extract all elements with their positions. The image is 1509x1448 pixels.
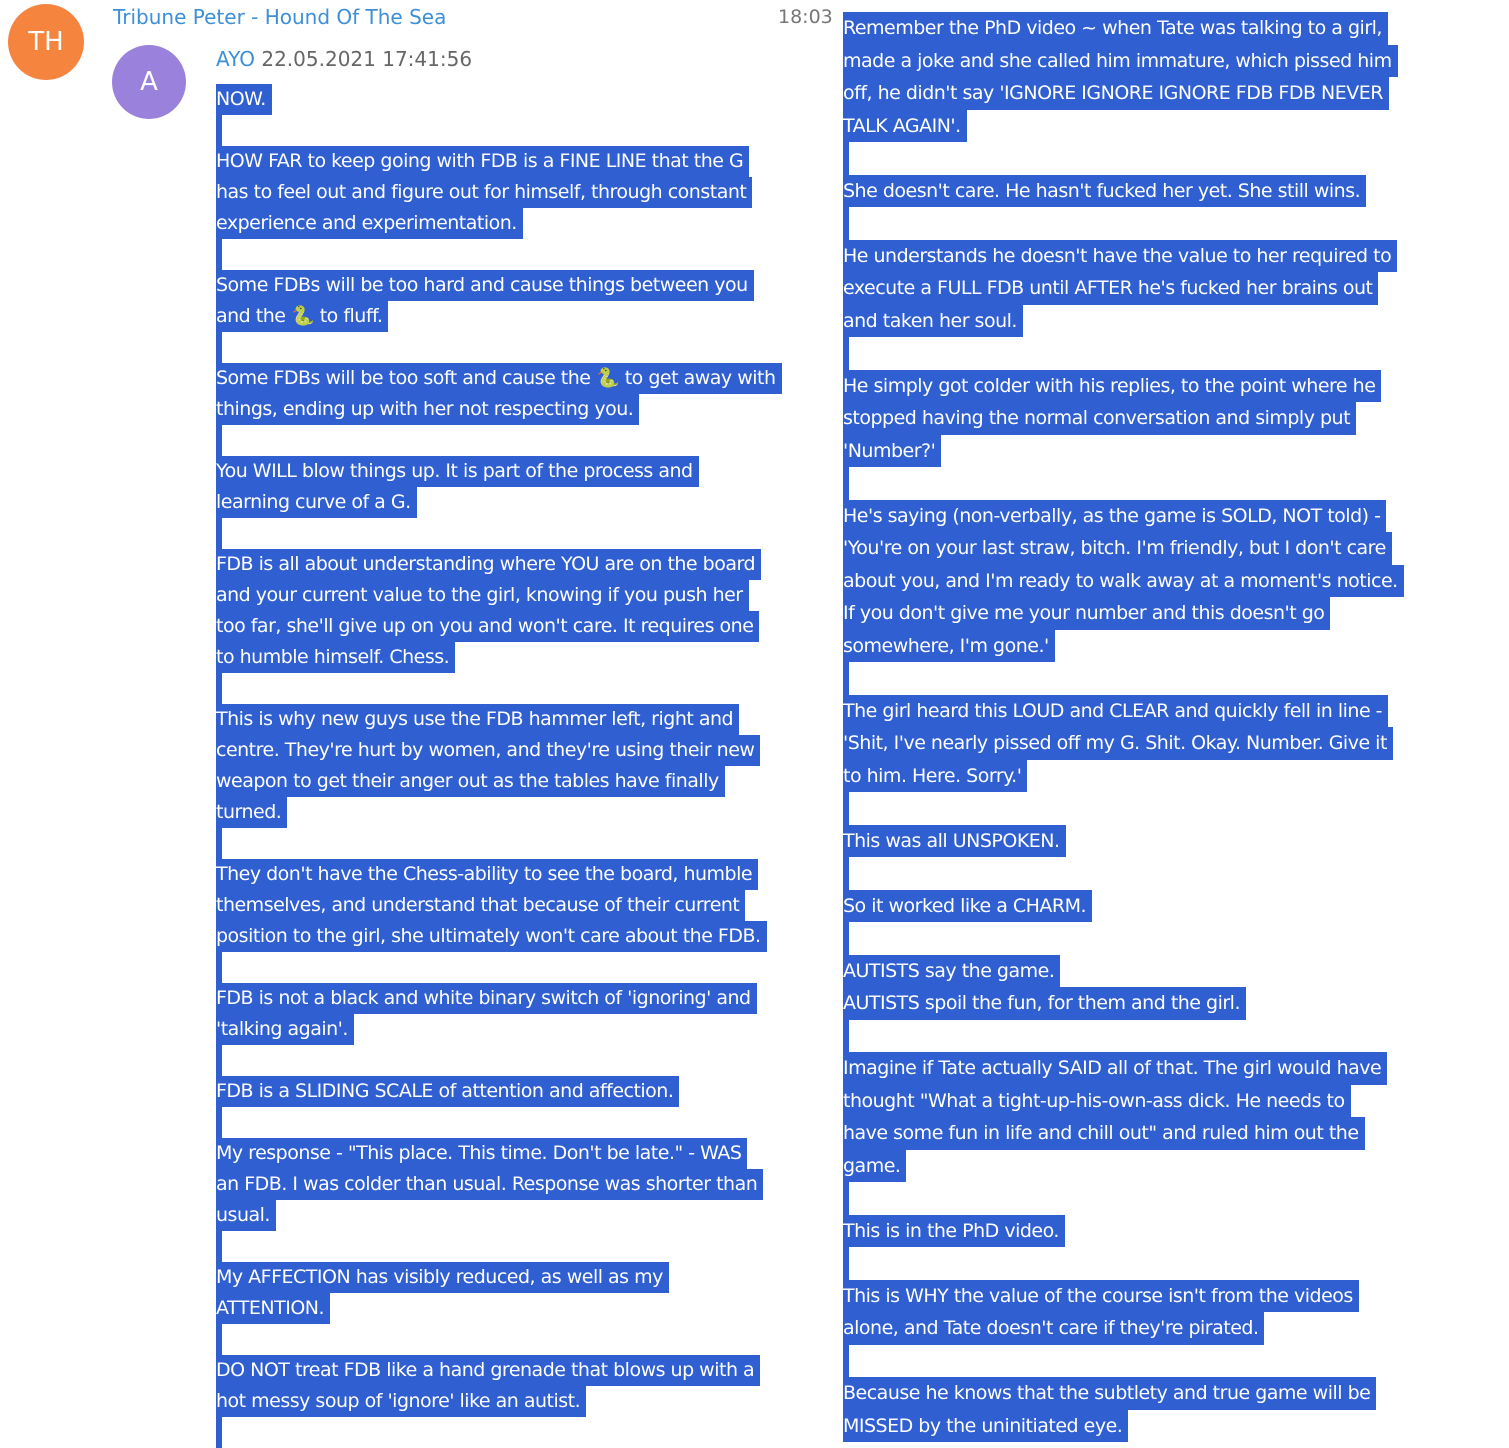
message-text-right-column[interactable] xyxy=(843,12,1404,1442)
message-line: too far, she'll give up on you and won't care. It requires one xyxy=(216,611,759,642)
message-line: to humble himself. Chess. xyxy=(216,642,455,673)
message-line: Some FDBs will be too hard and cause things between you xyxy=(216,270,754,301)
message-line: She doesn't care. He hasn't fucked her yet. She still wins. xyxy=(843,175,1366,208)
message-line: FDB is not a black and white binary switch of 'ignoring' and xyxy=(216,983,757,1014)
blank-line xyxy=(216,673,222,704)
message-time: 18:03 xyxy=(778,6,833,28)
blank-line xyxy=(843,207,849,240)
sender-avatar[interactable]: A xyxy=(112,45,186,119)
message-line: You WILL blow things up. It is part of the process and xyxy=(216,456,699,487)
message-line: My response - "This place. This time. Don't be late." - WAS xyxy=(216,1138,747,1169)
message-line: made a joke and she called him immature, which pissed him xyxy=(843,45,1398,78)
message-line: This is why new guys use the FDB hammer left, right and xyxy=(216,704,739,735)
message-line: HOW FAR to keep going with FDB is a FINE LINE that the G xyxy=(216,146,749,177)
message-line: turned. xyxy=(216,797,287,828)
message-line: has to feel out and figure out for himself, through constant xyxy=(216,177,752,208)
blank-line xyxy=(843,1182,849,1215)
message-line: Remember the PhD video ~ when Tate was talking to a girl, xyxy=(843,12,1388,45)
message-line: So it worked like a CHARM. xyxy=(843,890,1092,923)
message-line: This was all UNSPOKEN. xyxy=(843,825,1066,858)
blank-line xyxy=(216,952,222,983)
message-line: TALK AGAIN'. xyxy=(843,110,967,143)
blank-line xyxy=(843,922,849,955)
message-line: to him. Here. Sorry.' xyxy=(843,760,1027,793)
message-line: game. xyxy=(843,1150,906,1183)
message-line: ATTENTION. xyxy=(216,1293,330,1324)
message-line: and the 🐍 to fluff. xyxy=(216,301,388,332)
message-line: NOW. xyxy=(216,84,272,115)
message-line: 'Shit, I've nearly pissed off my G. Shit. Okay. Number. Give it xyxy=(843,727,1393,760)
message-datetime: 22.05.2021 17:41:56 xyxy=(261,47,473,71)
message-line: things, ending up with her not respecting you. xyxy=(216,394,639,425)
message-line: Some FDBs will be too soft and cause the 🐍 to get away with xyxy=(216,363,782,394)
message-line: The girl heard this LOUD and CLEAR and quickly fell in line - xyxy=(843,695,1388,728)
message-line: 'You're on your last straw, bitch. I'm friendly, but I don't care xyxy=(843,532,1392,565)
blank-line xyxy=(843,337,849,370)
blank-line xyxy=(216,115,222,146)
message-line: position to the girl, she ultimately won't care about the FDB. xyxy=(216,921,767,952)
message-line: My AFFECTION has visibly reduced, as well as my xyxy=(216,1262,669,1293)
message-line: centre. They're hurt by women, and they're using their new xyxy=(216,735,760,766)
blank-line xyxy=(216,828,222,859)
message-line: somewhere, I'm gone.' xyxy=(843,630,1055,663)
message-line: and taken her soul. xyxy=(843,305,1023,338)
message-line: usual. xyxy=(216,1200,276,1231)
message-line: MISSED by the uninitiated eye. xyxy=(843,1410,1128,1443)
message-line: an FDB. I was colder than usual. Response was shorter than xyxy=(216,1169,763,1200)
blank-line xyxy=(216,1231,222,1262)
chat-avatar[interactable]: TH xyxy=(8,4,84,80)
blank-line xyxy=(843,857,849,890)
message-line: learning curve of a G. xyxy=(216,487,417,518)
message-line: FDB is all about understanding where YOU are on the board xyxy=(216,549,761,580)
message-line: FDB is a SLIDING SCALE of attention and affection. xyxy=(216,1076,679,1107)
blank-line xyxy=(843,1020,849,1053)
blank-line xyxy=(216,332,222,363)
message-line: AUTISTS spoil the fun, for them and the girl. xyxy=(843,987,1246,1020)
message-line: themselves, and understand that because of their current xyxy=(216,890,745,921)
message-line: He simply got colder with his replies, to the point where he xyxy=(843,370,1381,403)
blank-line xyxy=(216,1045,222,1076)
sender-name[interactable]: AYO xyxy=(216,47,255,71)
message-line: Imagine if Tate actually SAID all of that. The girl would have xyxy=(843,1052,1387,1085)
message-line: AUTISTS say the game. xyxy=(843,955,1060,988)
message-line: He understands he doesn't have the value to her required to xyxy=(843,240,1397,273)
blank-line xyxy=(843,792,849,825)
message-line: execute a FULL FDB until AFTER he's fucked her brains out xyxy=(843,272,1378,305)
message-line: 'talking again'. xyxy=(216,1014,354,1045)
message-line: weapon to get their anger out as the tables have finally xyxy=(216,766,725,797)
blank-line xyxy=(843,467,849,500)
blank-line xyxy=(216,239,222,270)
message-line: thought "What a tight-up-his-own-ass dick. He needs to xyxy=(843,1085,1351,1118)
message-line: DO NOT treat FDB like a hand grenade that blows up with a xyxy=(216,1355,760,1386)
message-line: have some fun in life and chill out" and ruled him out the xyxy=(843,1117,1365,1150)
message-line: alone, and Tate doesn't care if they're pirated. xyxy=(843,1312,1264,1345)
blank-line xyxy=(216,1324,222,1355)
message-line: This is WHY the value of the course isn't from the videos xyxy=(843,1280,1359,1313)
message-line: stopped having the normal conversation and simply put xyxy=(843,402,1356,435)
blank-line xyxy=(843,142,849,175)
message-line: This is in the PhD video. xyxy=(843,1215,1065,1248)
blank-line xyxy=(216,1417,222,1448)
blank-line xyxy=(843,1247,849,1280)
message-line: hot messy soup of 'ignore' like an autist. xyxy=(216,1386,586,1417)
message-line: They don't have the Chess-ability to see the board, humble xyxy=(216,859,758,890)
blank-line xyxy=(216,518,222,549)
blank-line xyxy=(843,662,849,695)
message-line: Because he knows that the subtlety and true game will be xyxy=(843,1377,1376,1410)
message-text-left-column[interactable] xyxy=(216,84,782,1448)
message-line: and your current value to the girl, knowing if you push her xyxy=(216,580,749,611)
message-line: about you, and I'm ready to walk away at a moment's notice. xyxy=(843,565,1404,598)
blank-line xyxy=(216,425,222,456)
chat-title[interactable]: Tribune Peter - Hound Of The Sea xyxy=(113,5,447,29)
blank-line xyxy=(843,1345,849,1378)
message-line: 'Number?' xyxy=(843,435,941,468)
message-line: He's saying (non-verbally, as the game is SOLD, NOT told) - xyxy=(843,500,1386,533)
message-line: If you don't give me your number and this doesn't go xyxy=(843,597,1330,630)
message-header xyxy=(216,47,472,71)
blank-line xyxy=(216,1107,222,1138)
message-line: off, he didn't say 'IGNORE IGNORE IGNORE FDB FDB NEVER xyxy=(843,77,1389,110)
message-line: experience and experimentation. xyxy=(216,208,523,239)
